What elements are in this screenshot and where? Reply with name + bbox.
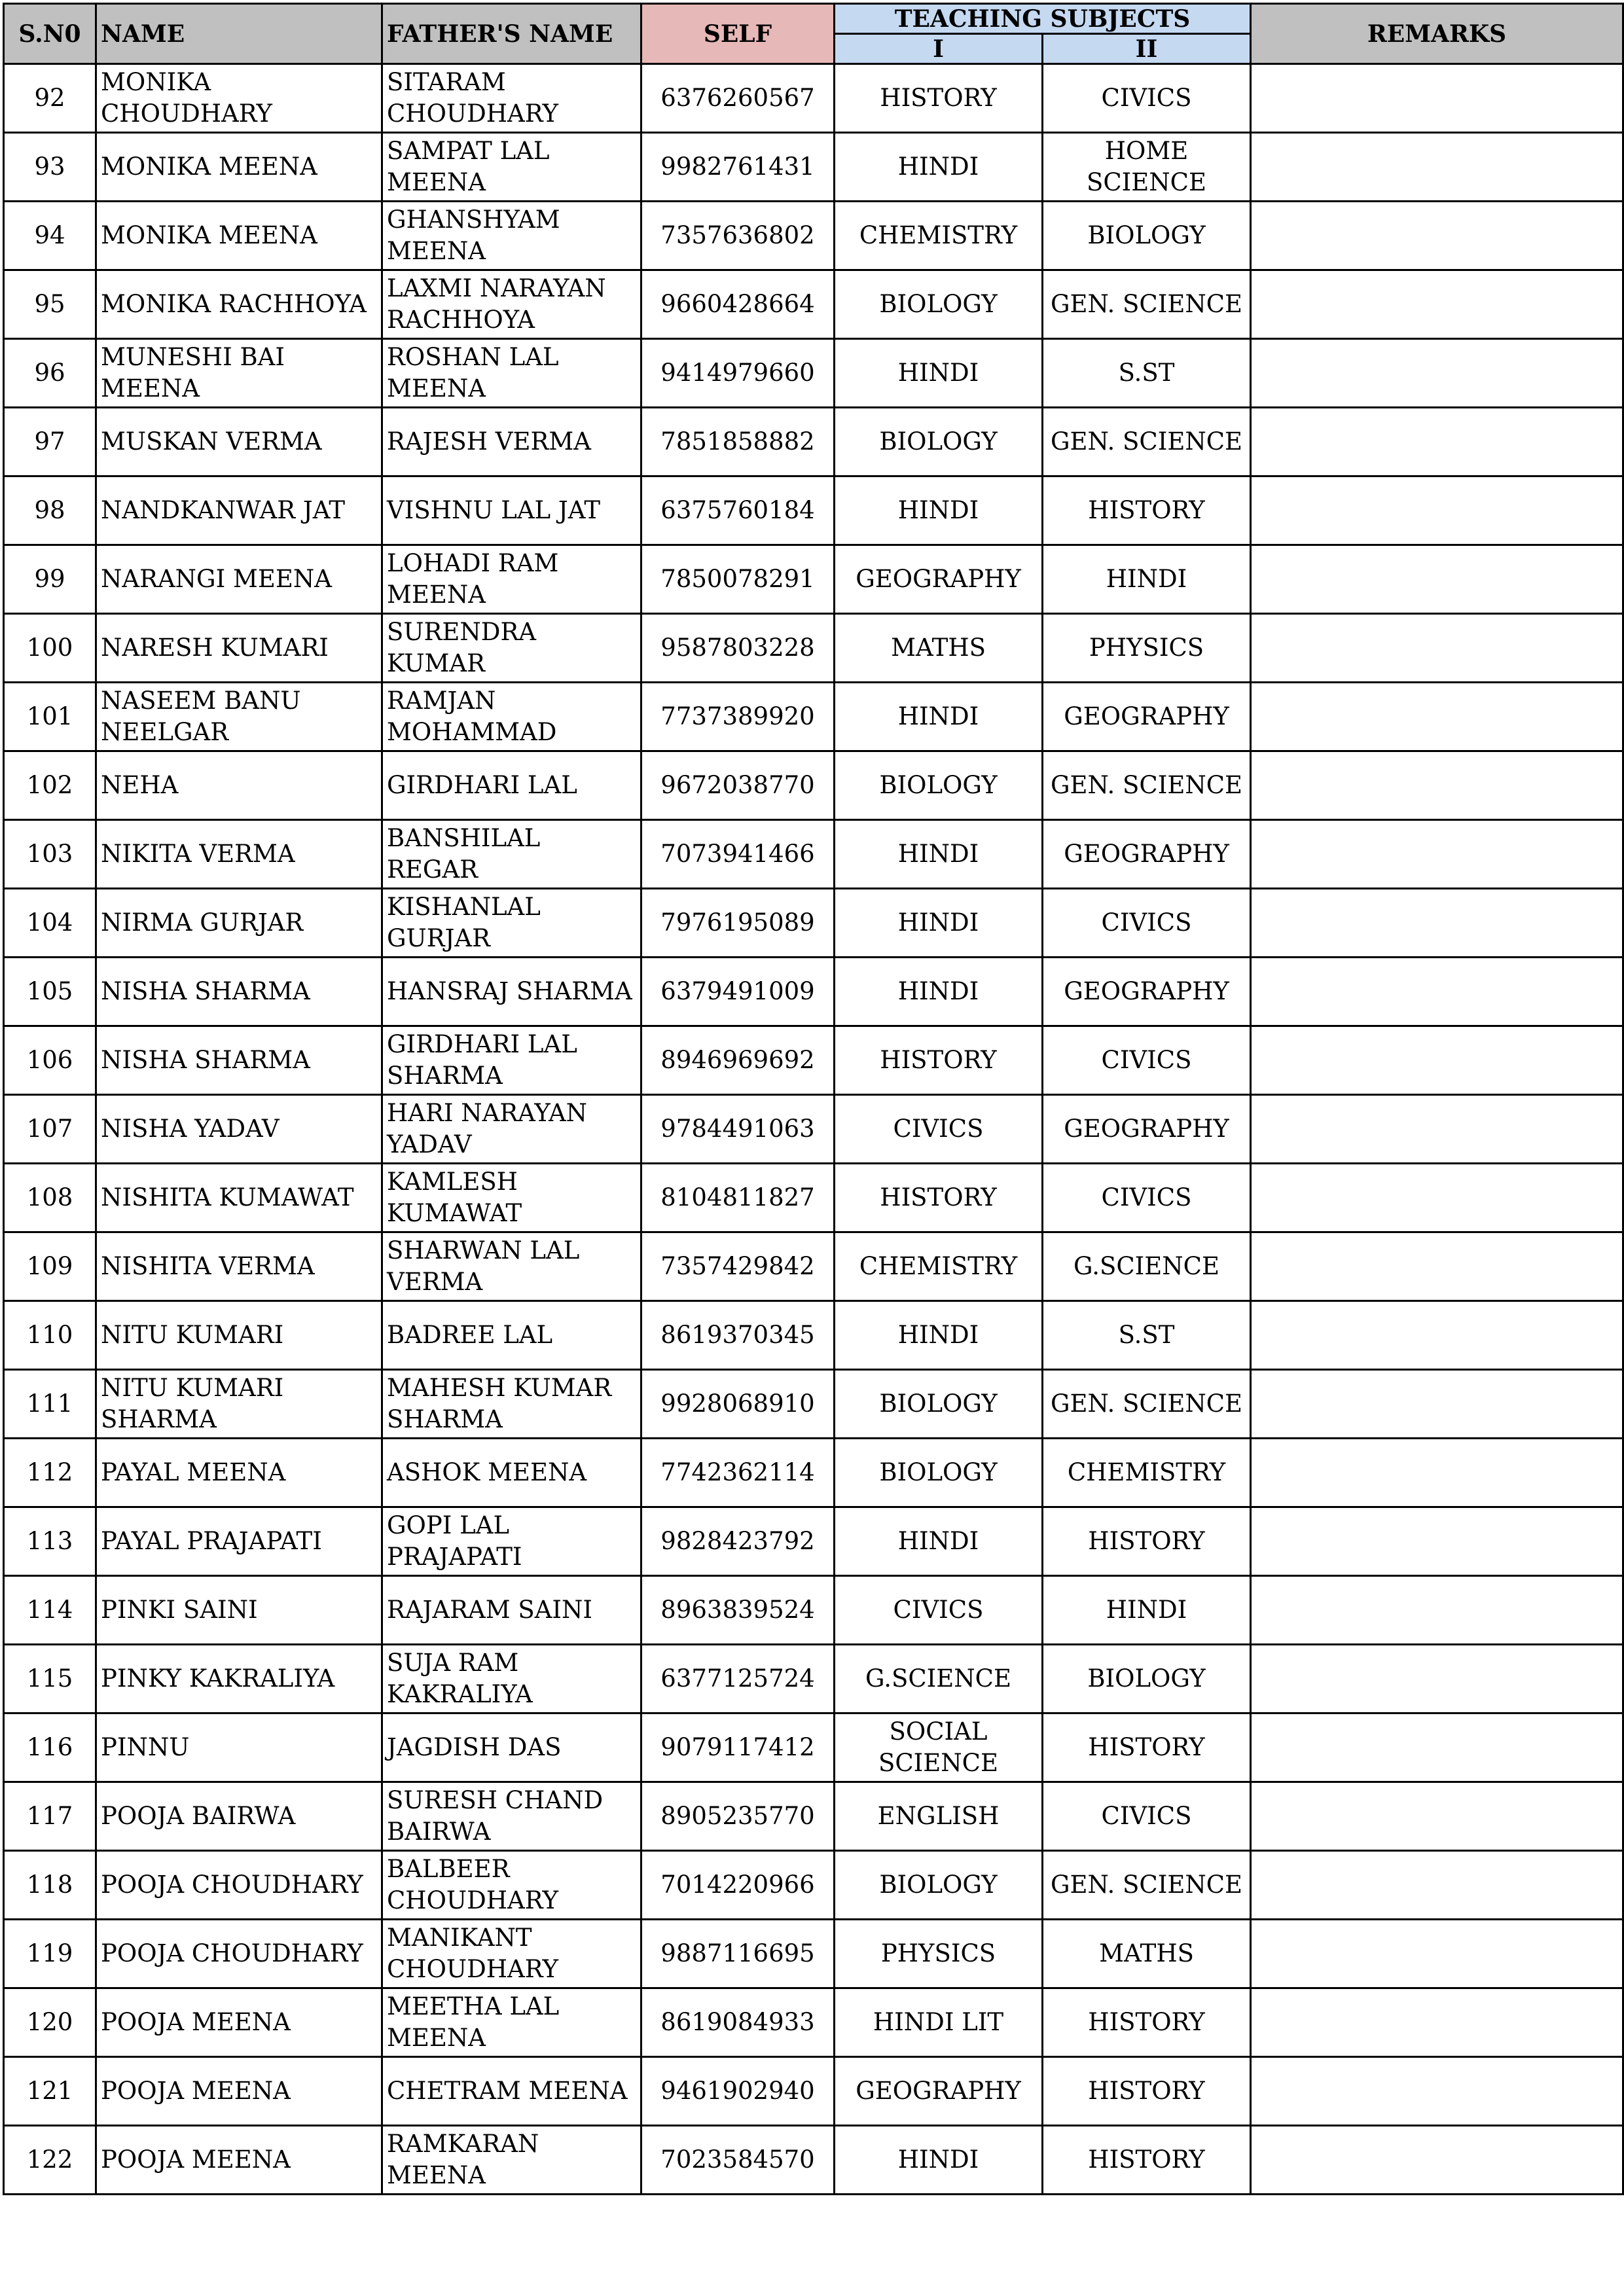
table-row xyxy=(4,1988,1623,2057)
table-body xyxy=(4,64,1623,2195)
remarks-cell xyxy=(1251,1164,1623,1232)
phone-cell: 6375760184 xyxy=(641,476,835,545)
phone-cell: 8619084933 xyxy=(641,1988,835,2057)
remarks-cell xyxy=(1251,820,1623,889)
subject-one-cell: CIVICS xyxy=(835,1095,1043,1164)
phone-cell: 9672038770 xyxy=(641,751,835,820)
serial-number-cell: 102 xyxy=(4,751,96,820)
table-row xyxy=(4,1782,1623,1851)
table-row xyxy=(4,1439,1623,1507)
subject-one-cell: HINDI xyxy=(835,339,1043,408)
serial-number-cell: 100 xyxy=(4,614,96,683)
serial-number-cell: 93 xyxy=(4,133,96,202)
remarks-cell xyxy=(1251,889,1623,958)
subject-one-cell: ENGLISH xyxy=(835,1782,1043,1851)
remarks-cell xyxy=(1251,1439,1623,1507)
father-name-cell: LOHADI RAM MEENA xyxy=(382,545,641,614)
father-name-cell: CHETRAM MEENA xyxy=(382,2057,641,2126)
teacher-list-sheet xyxy=(3,3,1624,2195)
subject-one-cell: HISTORY xyxy=(835,64,1043,133)
subject-two-cell: G.SCIENCE xyxy=(1043,1232,1251,1301)
table-row xyxy=(4,1095,1623,1164)
subject-two-cell: S.ST xyxy=(1043,1301,1251,1370)
serial-number-cell: 92 xyxy=(4,64,96,133)
subject-two-cell: GEN. SCIENCE xyxy=(1043,270,1251,339)
father-name-cell: MANIKANT CHOUDHARY xyxy=(382,1920,641,1988)
serial-number-cell: 108 xyxy=(4,1164,96,1232)
table-row xyxy=(4,64,1623,133)
name-cell: POOJA MEENA xyxy=(96,1988,382,2057)
father-name-cell: HARI NARAYAN YADAV xyxy=(382,1095,641,1164)
remarks-cell xyxy=(1251,1713,1623,1782)
remarks-cell xyxy=(1251,2057,1623,2126)
phone-cell: 9784491063 xyxy=(641,1095,835,1164)
father-name-cell: JAGDISH DAS xyxy=(382,1713,641,1782)
subject-one-cell: GEOGRAPHY xyxy=(835,545,1043,614)
phone-cell: 7737389920 xyxy=(641,683,835,751)
phone-cell: 7742362114 xyxy=(641,1439,835,1507)
table-row xyxy=(4,1164,1623,1232)
father-name-cell: VISHNU LAL JAT xyxy=(382,476,641,545)
serial-number-cell: 96 xyxy=(4,339,96,408)
subject-one-cell: BIOLOGY xyxy=(835,751,1043,820)
subject-one-cell: BIOLOGY xyxy=(835,1851,1043,1920)
subject-one-cell: HINDI xyxy=(835,2126,1043,2195)
serial-number-cell: 116 xyxy=(4,1713,96,1782)
serial-number-cell: 94 xyxy=(4,202,96,270)
table-row xyxy=(4,614,1623,683)
name-cell: PINKI SAINI xyxy=(96,1576,382,1645)
subject-one-cell: MATHS xyxy=(835,614,1043,683)
phone-cell: 7850078291 xyxy=(641,545,835,614)
remarks-cell xyxy=(1251,1920,1623,1988)
remarks-cell xyxy=(1251,270,1623,339)
table-row xyxy=(4,2057,1623,2126)
name-cell: MUNESHI BAI MEENA xyxy=(96,339,382,408)
remarks-cell xyxy=(1251,1095,1623,1164)
subject-one-cell: GEOGRAPHY xyxy=(835,2057,1043,2126)
subject-two-cell: GEOGRAPHY xyxy=(1043,958,1251,1026)
table-row xyxy=(4,1851,1623,1920)
table-row xyxy=(4,751,1623,820)
phone-cell: 6376260567 xyxy=(641,64,835,133)
phone-cell: 8963839524 xyxy=(641,1576,835,1645)
name-cell: PINKY KAKRALIYA xyxy=(96,1645,382,1713)
father-name-cell: GIRDHARI LAL xyxy=(382,751,641,820)
subject-one-cell: CHEMISTRY xyxy=(835,1232,1043,1301)
subject-two-cell: GEOGRAPHY xyxy=(1043,1095,1251,1164)
phone-cell: 7014220966 xyxy=(641,1851,835,1920)
phone-cell: 7357429842 xyxy=(641,1232,835,1301)
subject-one-cell: HINDI xyxy=(835,1301,1043,1370)
remarks-cell xyxy=(1251,1232,1623,1301)
table-row xyxy=(4,545,1623,614)
subject-two-cell: CIVICS xyxy=(1043,1164,1251,1232)
serial-number-cell: 121 xyxy=(4,2057,96,2126)
serial-number-cell: 98 xyxy=(4,476,96,545)
phone-cell: 9587803228 xyxy=(641,614,835,683)
name-cell: POOJA MEENA xyxy=(96,2126,382,2195)
table-row xyxy=(4,1645,1623,1713)
phone-cell: 9887116695 xyxy=(641,1920,835,1988)
table-row xyxy=(4,133,1623,202)
table-row xyxy=(4,1370,1623,1439)
name-cell: MUSKAN VERMA xyxy=(96,408,382,476)
remarks-cell xyxy=(1251,408,1623,476)
table-header xyxy=(4,4,1623,64)
remarks-header: REMARKS xyxy=(1251,4,1623,64)
phone-cell: 9982761431 xyxy=(641,133,835,202)
phone-cell: 6377125724 xyxy=(641,1645,835,1713)
remarks-cell xyxy=(1251,1301,1623,1370)
subject-two-cell: MATHS xyxy=(1043,1920,1251,1988)
remarks-cell xyxy=(1251,133,1623,202)
subject-two-cell: HISTORY xyxy=(1043,2126,1251,2195)
serial-number-cell: 109 xyxy=(4,1232,96,1301)
remarks-cell xyxy=(1251,339,1623,408)
name-cell: POOJA BAIRWA xyxy=(96,1782,382,1851)
serial-number-cell: 97 xyxy=(4,408,96,476)
subject-one-cell: HINDI xyxy=(835,820,1043,889)
subject-two-cell: HINDI xyxy=(1043,545,1251,614)
subject-two-cell: HINDI xyxy=(1043,1576,1251,1645)
name-cell: NARESH KUMARI xyxy=(96,614,382,683)
serial-number-cell: 120 xyxy=(4,1988,96,2057)
father-name-cell: BALBEER CHOUDHARY xyxy=(382,1851,641,1920)
name-cell: NISHITA VERMA xyxy=(96,1232,382,1301)
serial-number-cell: 113 xyxy=(4,1507,96,1576)
serial-number-cell: 111 xyxy=(4,1370,96,1439)
name-cell: POOJA MEENA xyxy=(96,2057,382,2126)
remarks-cell xyxy=(1251,545,1623,614)
subject-one-header: I xyxy=(835,34,1043,64)
subject-two-cell: HISTORY xyxy=(1043,1713,1251,1782)
subject-two-cell: CIVICS xyxy=(1043,1782,1251,1851)
name-cell: NITU KUMARI SHARMA xyxy=(96,1370,382,1439)
serial-number-cell: 118 xyxy=(4,1851,96,1920)
subject-one-cell: G.SCIENCE xyxy=(835,1645,1043,1713)
table-row xyxy=(4,1576,1623,1645)
subject-one-cell: HISTORY xyxy=(835,1026,1043,1095)
name-cell: NEHA xyxy=(96,751,382,820)
subject-one-cell: SOCIAL SCIENCE xyxy=(835,1713,1043,1782)
remarks-cell xyxy=(1251,64,1623,133)
table-row xyxy=(4,1507,1623,1576)
father-name-cell: KISHANLAL GURJAR xyxy=(382,889,641,958)
subject-two-cell: HOME SCIENCE xyxy=(1043,133,1251,202)
serial-number-cell: 107 xyxy=(4,1095,96,1164)
name-cell: POOJA CHOUDHARY xyxy=(96,1851,382,1920)
serial-number-cell: 119 xyxy=(4,1920,96,1988)
name-header: NAME xyxy=(96,4,382,64)
remarks-cell xyxy=(1251,1782,1623,1851)
teacher-table xyxy=(3,3,1624,2195)
subject-two-cell: HISTORY xyxy=(1043,1507,1251,1576)
serial-number-cell: 95 xyxy=(4,270,96,339)
subject-two-cell: CIVICS xyxy=(1043,889,1251,958)
father-name-cell: BANSHILAL REGAR xyxy=(382,820,641,889)
subject-one-cell: HINDI xyxy=(835,1507,1043,1576)
subject-one-cell: HINDI xyxy=(835,476,1043,545)
table-row xyxy=(4,202,1623,270)
name-cell: NISHA YADAV xyxy=(96,1095,382,1164)
subject-two-cell: S.ST xyxy=(1043,339,1251,408)
serial-number-cell: 103 xyxy=(4,820,96,889)
father-name-cell: KAMLESH KUMAWAT xyxy=(382,1164,641,1232)
father-name-cell: MEETHA LAL MEENA xyxy=(382,1988,641,2057)
subject-one-cell: HINDI xyxy=(835,133,1043,202)
subject-two-cell: GEN. SCIENCE xyxy=(1043,408,1251,476)
name-cell: NIKITA VERMA xyxy=(96,820,382,889)
father-name-cell: ASHOK MEENA xyxy=(382,1439,641,1507)
subject-one-cell: HINDI xyxy=(835,683,1043,751)
subject-two-cell: HISTORY xyxy=(1043,1988,1251,2057)
phone-cell: 7976195089 xyxy=(641,889,835,958)
serial-number-cell: 115 xyxy=(4,1645,96,1713)
name-cell: NITU KUMARI xyxy=(96,1301,382,1370)
remarks-cell xyxy=(1251,2126,1623,2195)
name-cell: NANDKANWAR JAT xyxy=(96,476,382,545)
phone-cell: 8619370345 xyxy=(641,1301,835,1370)
serial-number-cell: 117 xyxy=(4,1782,96,1851)
name-cell: NISHA SHARMA xyxy=(96,958,382,1026)
table-row xyxy=(4,476,1623,545)
serial-number-cell: 112 xyxy=(4,1439,96,1507)
father-name-cell: RAJARAM SAINI xyxy=(382,1576,641,1645)
table-row xyxy=(4,820,1623,889)
self-header: SELF xyxy=(641,4,835,64)
header-row xyxy=(4,4,1623,34)
remarks-cell xyxy=(1251,683,1623,751)
remarks-cell xyxy=(1251,1851,1623,1920)
table-row xyxy=(4,1920,1623,1988)
remarks-cell xyxy=(1251,1576,1623,1645)
phone-cell: 9079117412 xyxy=(641,1713,835,1782)
father-name-cell: SAMPAT LAL MEENA xyxy=(382,133,641,202)
father-name-cell: HANSRAJ SHARMA xyxy=(382,958,641,1026)
remarks-cell xyxy=(1251,1988,1623,2057)
phone-cell: 8905235770 xyxy=(641,1782,835,1851)
remarks-cell xyxy=(1251,1026,1623,1095)
father-name-cell: MAHESH KUMAR SHARMA xyxy=(382,1370,641,1439)
father-name-cell: BADREE LAL xyxy=(382,1301,641,1370)
remarks-cell xyxy=(1251,751,1623,820)
remarks-cell xyxy=(1251,614,1623,683)
table-row xyxy=(4,1301,1623,1370)
table-row xyxy=(4,1232,1623,1301)
name-cell: NISHA SHARMA xyxy=(96,1026,382,1095)
subject-two-cell: GEOGRAPHY xyxy=(1043,820,1251,889)
father-name-cell: RAMJAN MOHAMMAD xyxy=(382,683,641,751)
phone-cell: 8104811827 xyxy=(641,1164,835,1232)
sno-header: S.N0 xyxy=(4,4,96,64)
table-row xyxy=(4,889,1623,958)
subject-two-cell: GEN. SCIENCE xyxy=(1043,1370,1251,1439)
subject-two-cell: CIVICS xyxy=(1043,1026,1251,1095)
serial-number-cell: 110 xyxy=(4,1301,96,1370)
phone-cell: 8946969692 xyxy=(641,1026,835,1095)
name-cell: MONIKA RACHHOYA xyxy=(96,270,382,339)
table-row xyxy=(4,1026,1623,1095)
phone-cell: 9461902940 xyxy=(641,2057,835,2126)
serial-number-cell: 114 xyxy=(4,1576,96,1645)
subject-one-cell: BIOLOGY xyxy=(835,408,1043,476)
serial-number-cell: 104 xyxy=(4,889,96,958)
phone-cell: 7851858882 xyxy=(641,408,835,476)
subject-two-cell: BIOLOGY xyxy=(1043,1645,1251,1713)
phone-cell: 9928068910 xyxy=(641,1370,835,1439)
serial-number-cell: 105 xyxy=(4,958,96,1026)
name-cell: MONIKA CHOUDHARY xyxy=(96,64,382,133)
serial-number-cell: 106 xyxy=(4,1026,96,1095)
teaching-subjects-header: TEACHING SUBJECTS xyxy=(835,4,1251,34)
subject-one-cell: PHYSICS xyxy=(835,1920,1043,1988)
name-cell: NIRMA GURJAR xyxy=(96,889,382,958)
name-cell: NASEEM BANU NEELGAR xyxy=(96,683,382,751)
subject-two-cell: HISTORY xyxy=(1043,476,1251,545)
subject-two-cell: CIVICS xyxy=(1043,64,1251,133)
subject-one-cell: HISTORY xyxy=(835,1164,1043,1232)
subject-one-cell: BIOLOGY xyxy=(835,1370,1043,1439)
father-name-cell: RAJESH VERMA xyxy=(382,408,641,476)
name-cell: NISHITA KUMAWAT xyxy=(96,1164,382,1232)
father-name-cell: LAXMI NARAYAN RACHHOYA xyxy=(382,270,641,339)
remarks-cell xyxy=(1251,1507,1623,1576)
subject-two-cell: GEN. SCIENCE xyxy=(1043,1851,1251,1920)
name-cell: POOJA CHOUDHARY xyxy=(96,1920,382,1988)
name-cell: PAYAL PRAJAPATI xyxy=(96,1507,382,1576)
father-name-cell: SURESH CHAND BAIRWA xyxy=(382,1782,641,1851)
subject-two-cell: PHYSICS xyxy=(1043,614,1251,683)
table-row xyxy=(4,408,1623,476)
subject-two-cell: HISTORY xyxy=(1043,2057,1251,2126)
table-row xyxy=(4,270,1623,339)
remarks-cell xyxy=(1251,1645,1623,1713)
father-name-cell: ROSHAN LAL MEENA xyxy=(382,339,641,408)
name-cell: PAYAL MEENA xyxy=(96,1439,382,1507)
subject-two-cell: CHEMISTRY xyxy=(1043,1439,1251,1507)
phone-cell: 9414979660 xyxy=(641,339,835,408)
father-name-header: FATHER'S NAME xyxy=(382,4,641,64)
table-row xyxy=(4,339,1623,408)
father-name-cell: GOPI LAL PRAJAPATI xyxy=(382,1507,641,1576)
subject-one-cell: HINDI LIT xyxy=(835,1988,1043,2057)
subject-two-cell: GEN. SCIENCE xyxy=(1043,751,1251,820)
subject-one-cell: BIOLOGY xyxy=(835,1439,1043,1507)
phone-cell: 9828423792 xyxy=(641,1507,835,1576)
name-cell: MONIKA MEENA xyxy=(96,202,382,270)
serial-number-cell: 101 xyxy=(4,683,96,751)
remarks-cell xyxy=(1251,1370,1623,1439)
subject-one-cell: BIOLOGY xyxy=(835,270,1043,339)
table-row xyxy=(4,1713,1623,1782)
subject-one-cell: CIVICS xyxy=(835,1576,1043,1645)
phone-cell: 6379491009 xyxy=(641,958,835,1026)
serial-number-cell: 122 xyxy=(4,2126,96,2195)
subject-one-cell: CHEMISTRY xyxy=(835,202,1043,270)
subject-two-cell: GEOGRAPHY xyxy=(1043,683,1251,751)
father-name-cell: GHANSHYAM MEENA xyxy=(382,202,641,270)
father-name-cell: SHARWAN LAL VERMA xyxy=(382,1232,641,1301)
father-name-cell: SURENDRA KUMAR xyxy=(382,614,641,683)
table-row xyxy=(4,683,1623,751)
remarks-cell xyxy=(1251,958,1623,1026)
name-cell: MONIKA MEENA xyxy=(96,133,382,202)
subject-two-cell: BIOLOGY xyxy=(1043,202,1251,270)
name-cell: PINNU xyxy=(96,1713,382,1782)
subject-one-cell: HINDI xyxy=(835,958,1043,1026)
remarks-cell xyxy=(1251,476,1623,545)
serial-number-cell: 99 xyxy=(4,545,96,614)
table-row xyxy=(4,2126,1623,2195)
phone-cell: 7357636802 xyxy=(641,202,835,270)
name-cell: NARANGI MEENA xyxy=(96,545,382,614)
subject-two-header: II xyxy=(1043,34,1251,64)
table-row xyxy=(4,958,1623,1026)
subject-one-cell: HINDI xyxy=(835,889,1043,958)
father-name-cell: GIRDHARI LAL SHARMA xyxy=(382,1026,641,1095)
remarks-cell xyxy=(1251,202,1623,270)
phone-cell: 7073941466 xyxy=(641,820,835,889)
father-name-cell: SITARAM CHOUDHARY xyxy=(382,64,641,133)
phone-cell: 7023584570 xyxy=(641,2126,835,2195)
phone-cell: 9660428664 xyxy=(641,270,835,339)
father-name-cell: RAMKARAN MEENA xyxy=(382,2126,641,2195)
father-name-cell: SUJA RAM KAKRALIYA xyxy=(382,1645,641,1713)
